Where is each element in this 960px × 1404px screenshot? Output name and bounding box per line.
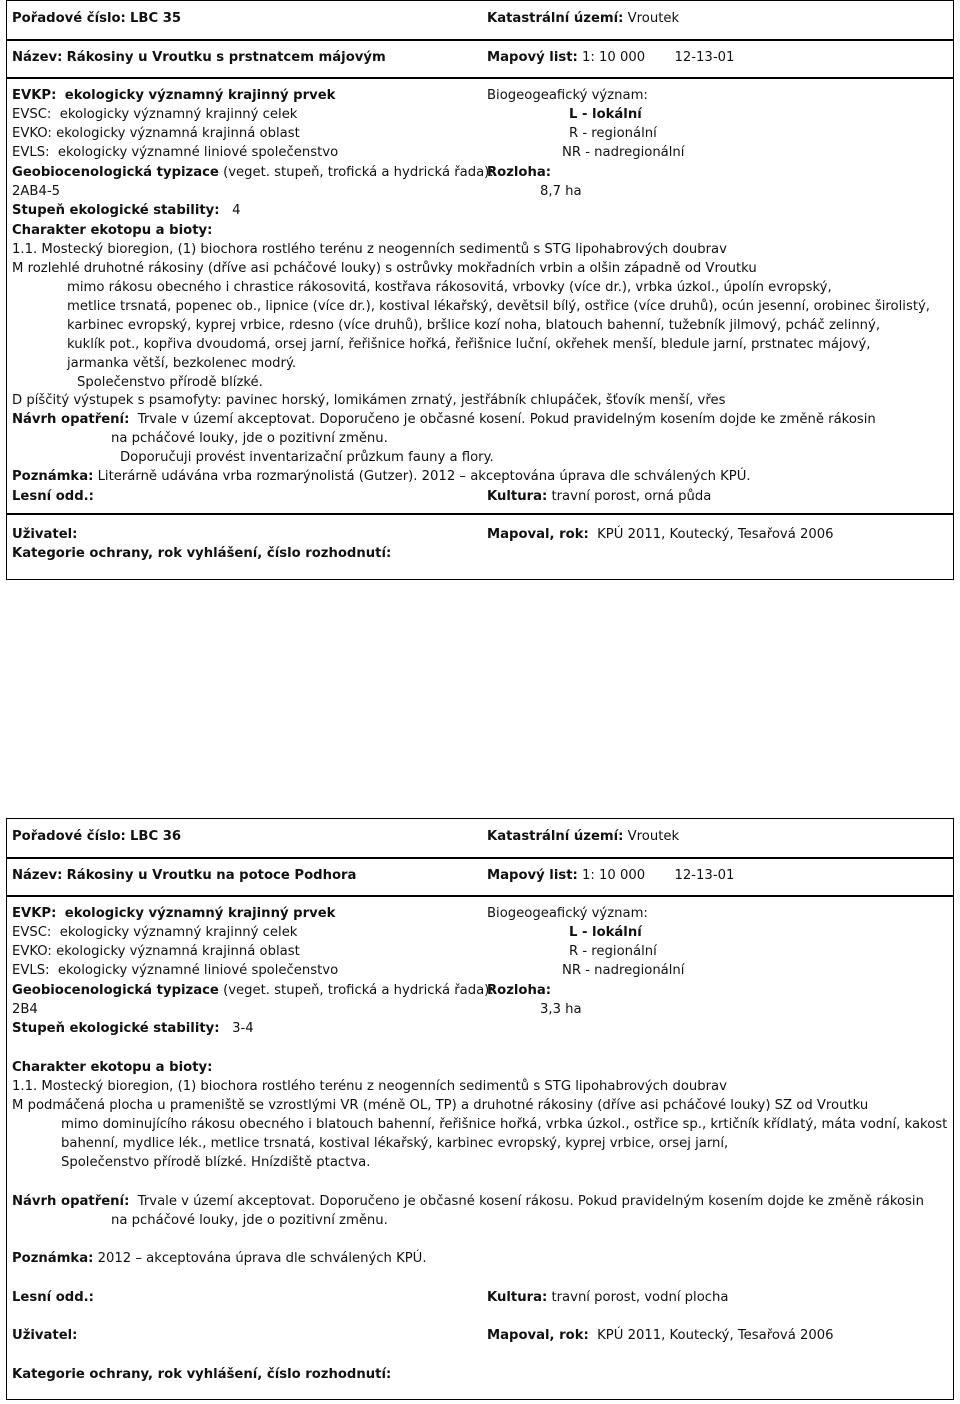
rozloha-value: 8,7 ha (540, 184, 582, 199)
poznamka: Poznámka: Literárně udávána vrba rozmarýnolistá (Gutzer). 2012 – akceptována úprava dle schválených KPÚ. (12, 469, 751, 484)
evls: EVLS: ekologicky významné liniové společenstvo (12, 145, 339, 160)
evsc: EVSC: ekologicky významný krajinný celek (12, 107, 298, 122)
navrh-line: na pcháčové louky, jde o pozitivní změnu. (111, 1213, 388, 1228)
charakter-line: D píščitý výstupek s psamofyty: pavinec horský, lomikámen zrnatý, jestřábník chlupáček, šťovík menší, vřes (12, 393, 726, 408)
kultura: Kultura: travní porost, vodní plocha (487, 1290, 729, 1305)
poradove-cislo: Pořadové číslo: LBC 35 (12, 11, 182, 26)
evkp: EVKP: ekologicky významný krajinný prvek (12, 906, 336, 921)
charakter-line: metlice trsnatá, popenec ob., lipnice (více dr.), kostival lékařský, devětsil bílý, ostřice (více druhů), ocún jesenní, orobinec širolistý, (67, 299, 930, 314)
rozloha-label: Rozloha: (487, 165, 552, 180)
charakter-line: 1.1. Mostecký bioregion, (1) biochora rostlého terénu z neogenních sedimentů s STG lipohabrových doubrav (12, 1079, 727, 1094)
charakter-line: bahenní, mydlice lék., metlice trsnatá, kostival lékařský, karbinec evropský, kyprej vrbice, orsej jarní, (61, 1136, 729, 1151)
charakter-line: 1.1. Mostecký bioregion, (1) biochora rostlého terénu z neogenních sedimentů s STG lipohabrových doubrav (12, 242, 727, 257)
rozloha-label: Rozloha: (487, 983, 552, 998)
record-card-lbc36 (6, 818, 954, 1400)
charakter-label: Charakter ekotopu a bioty: (12, 223, 213, 238)
charakter-line: kuklík pot., kopřiva dvoudomá, orsej jarní, řeřišnice hořká, řeřišnice luční, okřehek menší, bledule jarní, prstnatec májový, (67, 337, 871, 352)
row-divider (7, 77, 953, 79)
mapovy-list: Mapový list: 1: 10 000 12-13-01 (487, 50, 735, 65)
typizace-value: 2AB4-5 (12, 184, 60, 199)
mapoval: Mapoval, rok: KPÚ 2011, Koutecký, Tesařová 2006 (487, 527, 834, 542)
typizace-value: 2B4 (12, 1002, 38, 1017)
kategorie-ochrany: Kategorie ochrany, rok vyhlášení, číslo rozhodnutí: (12, 546, 392, 561)
charakter-line: mimo dominujícího rákosu obecného i blatouch bahenní, řeřišnice hořká, vrbka úzkol., ostřice sp., krtičník křídlatý, máta vodní, kakost (61, 1117, 948, 1132)
row-divider (7, 513, 953, 515)
bio-lokalni: L - lokální (569, 107, 642, 122)
katastralni-uzemi: Katastrální území: Vroutek (487, 11, 680, 26)
nazev: Název: Rákosiny u Vroutku s prstnatcem májovým (12, 50, 386, 65)
bio-lokalni: L - lokální (569, 925, 642, 940)
navrh-line: na pcháčové louky, jde o pozitivní změnu. (111, 431, 388, 446)
record-card-lbc35 (6, 0, 954, 580)
charakter-line: Společenstvo přírodě blízké. (77, 375, 263, 390)
navrh-opatreni: Návrh opatření: Trvale v území akceptovat. Doporučeno je občasné kosení rákosu. Pokud pravidelným kosením dojde ke změně rákosin (12, 1194, 924, 1209)
stupen-stability: Stupeň ekologické stability: 4 (12, 203, 241, 218)
evls: EVLS: ekologicky významné liniové společenstvo (12, 963, 339, 978)
mapovy-list: Mapový list: 1: 10 000 12-13-01 (487, 868, 735, 883)
katastralni-uzemi: Katastrální území: Vroutek (487, 829, 680, 844)
row-divider (7, 895, 953, 897)
poznamka: Poznámka: 2012 – akceptována úprava dle schválených KPÚ. (12, 1251, 427, 1266)
bio-nadregionalni: NR - nadregionální (562, 145, 685, 160)
charakter-line: mimo rákosu obecného i chrastice rákosovitá, kostřava rákosovitá, vrbovky (více dr.), vrbka úzkol., úpolín evropský, (67, 280, 832, 295)
evsc: EVSC: ekologicky významný krajinný celek (12, 925, 298, 940)
charakter-line: jarmanka větší, bezkolenec modrý. (67, 356, 297, 371)
biogeograficky-vyznam: Biogeogeafický význam: (487, 88, 648, 103)
bio-regionalni: R - regionální (569, 944, 657, 959)
biogeograficky-vyznam: Biogeogeafický význam: (487, 906, 648, 921)
kategorie-ochrany: Kategorie ochrany, rok vyhlášení, číslo rozhodnutí: (12, 1367, 392, 1382)
row-divider (7, 39, 953, 41)
evko: EVKO: ekologicky významná krajinná oblast (12, 944, 300, 959)
charakter-line: M podmáčená plocha u prameniště se vzrostlými VR (méně OL, TP) a druhotné rákosiny (dříve asi pcháčové louky) SZ od Vroutku (12, 1098, 869, 1113)
nazev: Název: Rákosiny u Vroutku na potoce Podhora (12, 868, 357, 883)
uzivatel: Uživatel: (12, 527, 78, 542)
uzivatel: Uživatel: (12, 1328, 78, 1343)
bio-nadregionalni: NR - nadregionální (562, 963, 685, 978)
charakter-label: Charakter ekotopu a bioty: (12, 1060, 213, 1075)
evkp: EVKP: ekologicky významný krajinný prvek (12, 88, 336, 103)
row-divider (7, 857, 953, 859)
charakter-line: karbinec evropský, kyprej vrbice, rdesno (více druhů), bršlice kozí noha, blatouch bahenní, tužebník jilmový, pcháč zelinný, (67, 318, 881, 333)
mapoval: Mapoval, rok: KPÚ 2011, Koutecký, Tesařová 2006 (487, 1328, 834, 1343)
rozloha-value: 3,3 ha (540, 1002, 582, 1017)
navrh-opatreni: Návrh opatření: Trvale v území akceptovat. Doporučeno je občasné kosení. Pokud pravidelným kosením dojde ke změně rákosin (12, 412, 876, 427)
evko: EVKO: ekologicky významná krajinná oblast (12, 126, 300, 141)
bio-regionalni: R - regionální (569, 126, 657, 141)
poradove-cislo: Pořadové číslo: LBC 36 (12, 829, 182, 844)
charakter-line: M rozlehlé druhotné rákosiny (dříve asi pcháčové louky) s ostrůvky mokřadních vrbin a olšin západně od Vroutku (12, 261, 757, 276)
kultura: Kultura: travní porost, orná půda (487, 489, 712, 504)
stupen-stability: Stupeň ekologické stability: 3-4 (12, 1021, 254, 1036)
lesni-odd: Lesní odd.: (12, 489, 94, 504)
navrh-line: Doporučuji provést inventarizační průzkum fauny a flory. (120, 450, 494, 465)
lesni-odd: Lesní odd.: (12, 1290, 94, 1305)
charakter-line: Společenstvo přírodě blízké. Hnízdiště ptactva. (61, 1155, 371, 1170)
geobiocenologicka-typizace: Geobiocenologická typizace (veget. stupeň, trofická a hydrická řada): (12, 983, 494, 998)
geobiocenologicka-typizace: Geobiocenologická typizace (veget. stupeň, trofická a hydrická řada): (12, 165, 494, 180)
